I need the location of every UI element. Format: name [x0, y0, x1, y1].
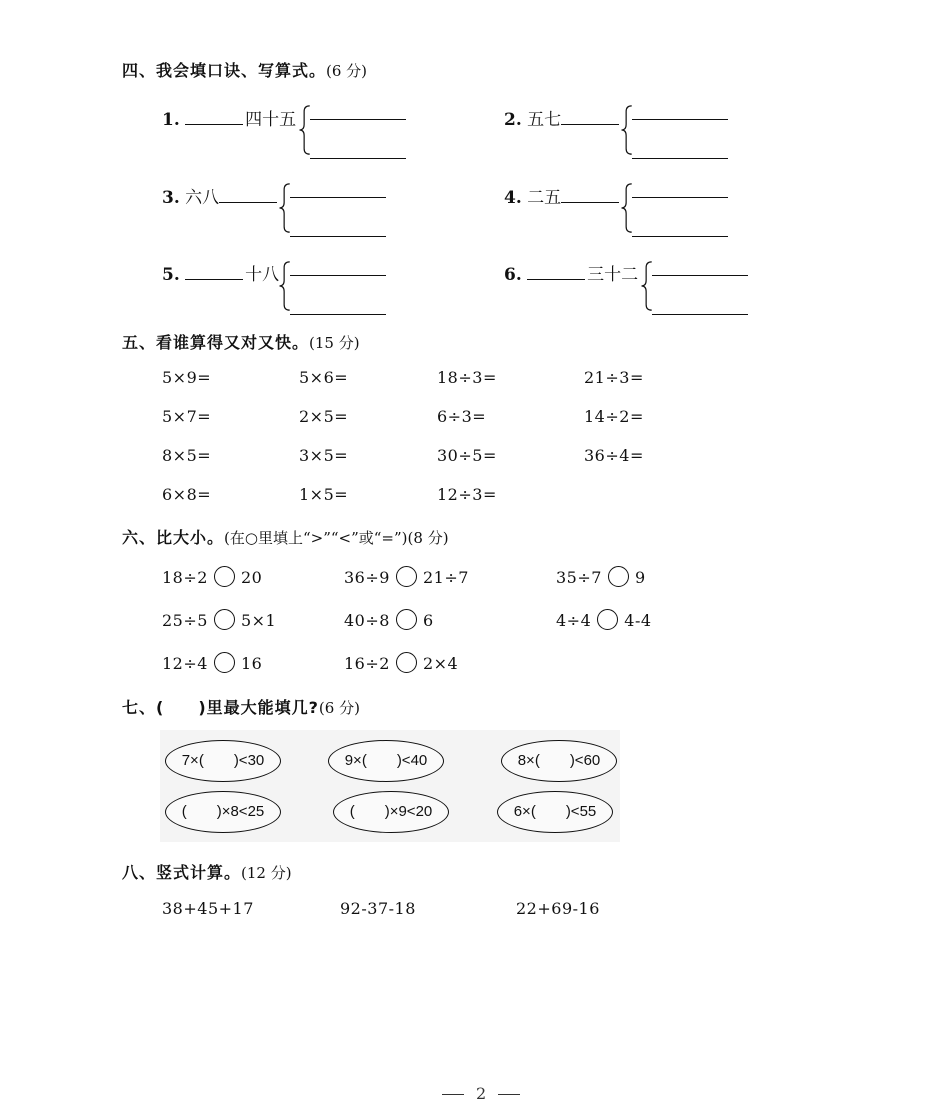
answer-circle[interactable] — [214, 566, 235, 587]
left-brace-icon — [620, 182, 636, 234]
inequality-oval: ( )×9<20 — [333, 791, 449, 833]
inequality-oval: ( )×8<25 — [165, 791, 281, 833]
compare-item — [344, 566, 469, 587]
answer-line — [632, 158, 728, 159]
left-brace-icon — [298, 104, 314, 156]
compare-right: 9 — [634, 568, 646, 587]
left-brace-icon — [620, 104, 636, 156]
compare-item — [162, 652, 262, 673]
item-prefix: 五七 — [527, 110, 562, 130]
vertical-calc-problem: 22+69-16 — [516, 899, 600, 918]
answer-circle[interactable] — [396, 609, 417, 630]
inequality-oval: 7×( )<30 — [165, 740, 281, 782]
item-number: 2. — [504, 110, 522, 130]
item-number: 6. — [504, 265, 522, 285]
item-number: 5. — [162, 265, 180, 285]
inequality-oval: 8×( )<60 — [501, 740, 617, 782]
compare-left: 16÷2 — [344, 654, 390, 673]
fill-item-4 — [504, 186, 619, 208]
calc-problem: 5×9= — [162, 368, 212, 387]
answer-circle[interactable] — [396, 566, 417, 587]
answer-blank — [185, 263, 243, 280]
answer-blank — [219, 186, 277, 203]
calc-problem: 30÷5= — [437, 446, 497, 465]
calc-problem: 12÷3= — [437, 485, 497, 504]
compare-right: 20 — [240, 568, 263, 587]
calc-problem: 5×7= — [162, 407, 212, 426]
item-number: 3. — [162, 188, 180, 208]
compare-item — [344, 609, 434, 630]
compare-left: 4÷4 — [556, 611, 592, 630]
section-4-heading: 四、我会填口诀、写算式。(6 分) — [122, 61, 368, 80]
compare-right: 2×4 — [422, 654, 459, 673]
calc-problem: 5×6= — [299, 368, 349, 387]
answer-circle[interactable] — [214, 652, 235, 673]
item-prefix: 二五 — [527, 188, 562, 208]
vertical-calc-problem: 92-37-18 — [340, 899, 416, 918]
item-suffix: 四十五 — [245, 110, 297, 130]
answer-line — [632, 236, 728, 237]
compare-item — [556, 609, 652, 630]
compare-left: 36÷9 — [344, 568, 390, 587]
compare-item — [344, 652, 458, 673]
answer-line — [310, 158, 406, 159]
footer-dash-right — [498, 1094, 520, 1095]
calc-problem: 8×5= — [162, 446, 212, 465]
page-footer — [430, 1084, 532, 1103]
vertical-calc-problem: 38+45+17 — [162, 899, 254, 918]
inequality-oval: 6×( )<55 — [497, 791, 613, 833]
compare-right: 4-4 — [624, 611, 652, 630]
section-5-heading: 五、看谁算得又对又快。(15 分) — [122, 333, 360, 352]
answer-blank — [527, 263, 585, 280]
page-number: 2 — [476, 1084, 487, 1103]
footer-dash-left — [442, 1094, 464, 1095]
item-number: 1. — [162, 110, 180, 130]
section-6-heading: 六、比大小。(在○里填上“>”“<”或“=”)(8 分) — [122, 528, 449, 547]
calc-problem: 6÷3= — [437, 407, 487, 426]
answer-circle[interactable] — [597, 609, 618, 630]
calc-problem: 21÷3= — [584, 368, 644, 387]
inequality-oval: 9×( )<40 — [328, 740, 444, 782]
answer-blank — [561, 108, 619, 125]
compare-left: 12÷4 — [162, 654, 208, 673]
answer-blank — [561, 186, 619, 203]
answer-line — [290, 236, 386, 237]
answer-line — [290, 197, 386, 198]
item-number: 4. — [504, 188, 522, 208]
compare-right: 5×1 — [240, 611, 277, 630]
fill-item-6 — [504, 263, 638, 285]
compare-right: 21÷7 — [422, 568, 469, 587]
answer-blank — [185, 108, 243, 125]
section-7-heading: 七、( )里最大能填几?(6 分) — [122, 698, 360, 717]
answer-line — [632, 119, 728, 120]
answer-line — [290, 314, 386, 315]
item-suffix: 三十二 — [587, 265, 639, 285]
fill-item-5 — [162, 263, 279, 285]
left-brace-icon — [278, 182, 294, 234]
compare-left: 18÷2 — [162, 568, 208, 587]
fill-item-1 — [162, 108, 296, 130]
answer-line — [632, 197, 728, 198]
answer-line — [310, 119, 406, 120]
compare-right: 16 — [240, 654, 263, 673]
left-brace-icon — [640, 260, 656, 312]
calc-problem: 3×5= — [299, 446, 349, 465]
compare-item — [162, 566, 262, 587]
compare-right: 6 — [422, 611, 434, 630]
fill-item-3 — [162, 186, 277, 208]
item-suffix: 十八 — [245, 265, 280, 285]
section-8-heading: 八、竖式计算。(12 分) — [122, 863, 292, 882]
fill-item-2 — [504, 108, 619, 130]
answer-circle[interactable] — [214, 609, 235, 630]
answer-line — [652, 314, 748, 315]
calc-problem: 1×5= — [299, 485, 349, 504]
compare-left: 25÷5 — [162, 611, 208, 630]
compare-left: 35÷7 — [556, 568, 602, 587]
item-prefix: 六八 — [185, 188, 220, 208]
answer-circle[interactable] — [396, 652, 417, 673]
calc-problem: 6×8= — [162, 485, 212, 504]
compare-left: 40÷8 — [344, 611, 390, 630]
calc-problem: 2×5= — [299, 407, 349, 426]
answer-line — [290, 275, 386, 276]
calc-problem: 18÷3= — [437, 368, 497, 387]
compare-item — [556, 566, 646, 587]
calc-problem: 36÷4= — [584, 446, 644, 465]
left-brace-icon — [278, 260, 294, 312]
compare-item — [162, 609, 276, 630]
answer-line — [652, 275, 748, 276]
calc-problem: 14÷2= — [584, 407, 644, 426]
answer-circle[interactable] — [608, 566, 629, 587]
